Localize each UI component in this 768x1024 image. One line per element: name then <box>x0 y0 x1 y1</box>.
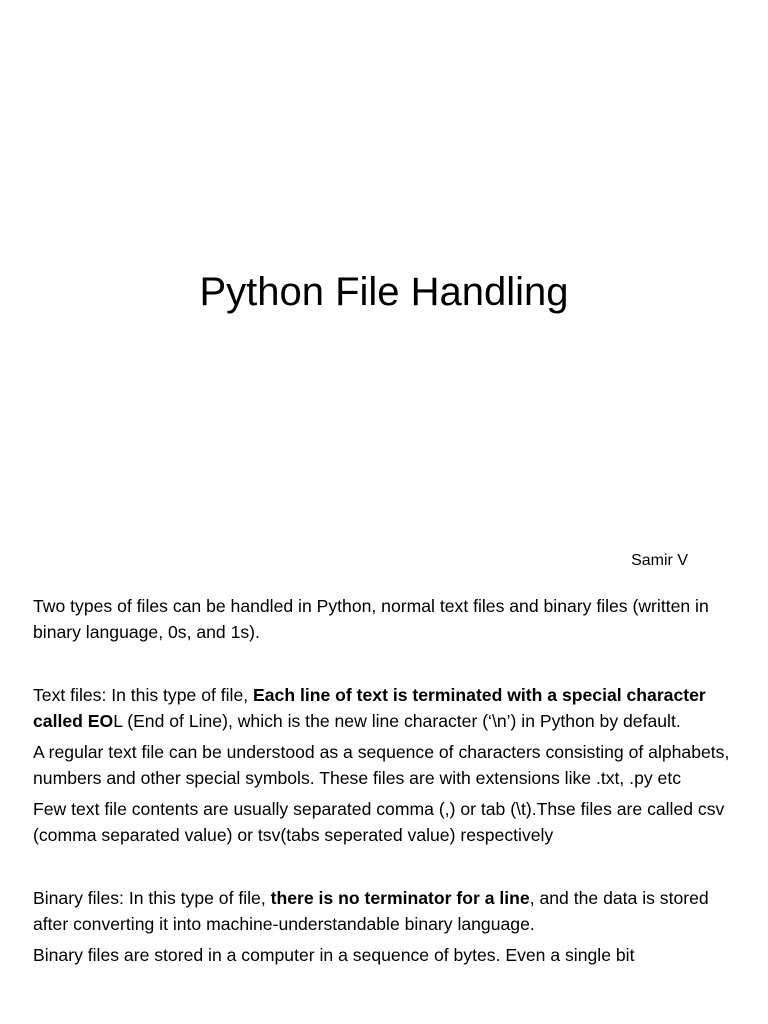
binary-files-suffix: , and the data is stored after converting it into machine-understandable binary language. <box>33 888 709 934</box>
author-name: Samir V <box>631 552 688 569</box>
binary-files-paragraph <box>33 886 733 937</box>
text-files-emphasis: Each line of text is terminated with a special character called EO <box>33 685 706 731</box>
binary-bytes-paragraph: Binary files are stored in a computer in a sequence of bytes. Even a single bit <box>33 945 635 965</box>
binary-files-emphasis: there is no terminator for a line <box>270 888 530 908</box>
slide-title: Python File Handling <box>199 270 569 314</box>
regular-text-paragraph: A regular text file can be understood as a sequence of characters consisting of alphabets, numbers and other special symbols. These files are with extensions like .txt, .py etc <box>33 742 730 788</box>
text-files-prefix: Text files: In this type of file, <box>33 685 254 705</box>
binary-files-prefix: Binary files: In this type of file, <box>33 888 271 908</box>
content-body <box>33 594 733 975</box>
intro-paragraph: Two types of files can be handled in Python, normal text files and binary files (written in binary language, 0s, and 1s). <box>33 596 709 642</box>
text-files-suffix: L (End of Line), which is the new line character (‘\n’) in Python by default. <box>113 710 681 731</box>
separated-values-paragraph: Few text file contents are usually separated comma (,) or tab (\t).Thse files are called csv (comma separated value) or tsv(tabs seperated value) respectively <box>33 799 725 845</box>
text-files-paragraph <box>33 683 733 734</box>
